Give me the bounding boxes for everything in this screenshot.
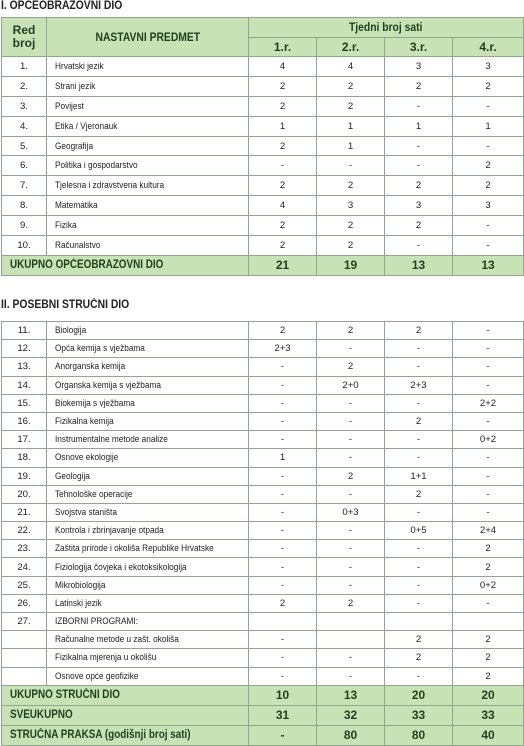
col-header-subject: NASTAVNI PREDMET (47, 18, 249, 57)
subject-name: Računalne metode u zašt. okoliša (47, 631, 249, 649)
hours-year-3: - (385, 431, 453, 449)
hours-year-2: 2 (317, 322, 385, 340)
hours-year-1: 2 (249, 176, 317, 196)
hours-year-3: - (385, 503, 453, 521)
total-value-year-1: - (249, 725, 317, 745)
hours-year-1: - (249, 631, 317, 649)
row-number: 2. (2, 76, 47, 96)
hours-year-2: - (317, 449, 385, 467)
hours-year-2: 1 (317, 136, 385, 156)
hours-year-4: 2 (453, 631, 524, 649)
hours-year-4: - (453, 449, 524, 467)
subject-name: Računalstvo (47, 236, 249, 256)
subject-name: Tehnološke operacije (47, 485, 249, 503)
hours-year-4: - (453, 136, 524, 156)
row-number: 21. (2, 503, 47, 521)
row-number: 5. (2, 136, 47, 156)
hours-year-3: - (385, 358, 453, 376)
hours-year-2: 1 (317, 116, 385, 136)
hours-year-4: - (453, 340, 524, 358)
vocational-subjects-table (1, 321, 524, 746)
table-row (2, 76, 524, 96)
hours-year-3: - (385, 594, 453, 612)
hours-year-1: 1 (249, 449, 317, 467)
hours-year-1: 1 (249, 116, 317, 136)
subject-name: Geografija (47, 136, 249, 156)
hours-year-1: - (249, 522, 317, 540)
row-number: 6. (2, 156, 47, 176)
hours-year-1: 2 (249, 322, 317, 340)
total-label: UKUPNO STRUČNI DIO (2, 685, 249, 705)
row-number (2, 631, 47, 649)
hours-year-4: 2+2 (453, 394, 524, 412)
hours-year-2: 2 (317, 76, 385, 96)
table-row (2, 503, 524, 521)
hours-year-4: - (453, 503, 524, 521)
hours-year-2: - (317, 340, 385, 358)
total-value-year-3: 20 (385, 685, 453, 705)
hours-year-2: - (317, 431, 385, 449)
total-value-year-1: 21 (249, 255, 317, 275)
subject-name: Zaštita prirode i okoliša Republike Hrvatske (47, 540, 249, 558)
table-row (2, 431, 524, 449)
hours-year-4: - (453, 236, 524, 256)
total-value-year-1: 31 (249, 705, 317, 725)
hours-year-3: 2 (385, 485, 453, 503)
subject-name: Povijest (47, 96, 249, 116)
table-row (2, 485, 524, 503)
hours-year-3: - (385, 576, 453, 594)
total-value-year-4: 40 (453, 725, 524, 745)
hours-year-4: 3 (453, 57, 524, 77)
hours-year-3: 2 (385, 76, 453, 96)
hours-year-2: 2 (317, 467, 385, 485)
table-row (2, 196, 524, 216)
hours-year-4: - (453, 594, 524, 612)
hours-year-1: - (249, 431, 317, 449)
hours-year-3: 1+1 (385, 467, 453, 485)
table-row (2, 176, 524, 196)
row-number: 20. (2, 485, 47, 503)
subject-name: Politika i gospodarstvo (47, 156, 249, 176)
total-row (2, 725, 524, 745)
hours-year-3: 2 (385, 216, 453, 236)
hours-year-3: - (385, 156, 453, 176)
hours-year-4: 3 (453, 196, 524, 216)
subject-name: Svojstva staništa (47, 503, 249, 521)
table-row (2, 116, 524, 136)
hours-year-3: - (385, 236, 453, 256)
total-value-year-4: 20 (453, 685, 524, 705)
hours-year-2: - (317, 412, 385, 430)
total-value-year-1: 10 (249, 685, 317, 705)
subject-name: IZBORNI PROGRAMI: (47, 613, 249, 631)
table-row (2, 216, 524, 236)
row-number: 26. (2, 594, 47, 612)
hours-year-3: - (385, 667, 453, 685)
hours-year-2: 3 (317, 196, 385, 216)
hours-year-3: 2 (385, 631, 453, 649)
hours-year-2: 2 (317, 236, 385, 256)
total-label: UKUPNO OPĆEOBRAZOVNI DIO (2, 255, 249, 275)
hours-year-4: 2 (453, 176, 524, 196)
hours-year-3: - (385, 558, 453, 576)
hours-year-2: - (317, 522, 385, 540)
table-row (2, 540, 524, 558)
subject-name: Latinski jezik (47, 594, 249, 612)
subject-name: Mikrobiologija (47, 576, 249, 594)
hours-year-4 (453, 613, 524, 631)
col-header-weekly-hours: Tjedni broj sati (249, 18, 524, 38)
row-number: 18. (2, 449, 47, 467)
row-number: 22. (2, 522, 47, 540)
hours-year-2: - (317, 394, 385, 412)
total-value-year-3: 33 (385, 705, 453, 725)
hours-year-1: - (249, 394, 317, 412)
hours-year-2: - (317, 485, 385, 503)
hours-year-3: - (385, 394, 453, 412)
total-label: SVEUKUPNO (2, 705, 249, 725)
col-header-year-4: 4.r. (453, 37, 524, 57)
row-number: 10. (2, 236, 47, 256)
hours-year-3: 0+5 (385, 522, 453, 540)
hours-year-4: 2+4 (453, 522, 524, 540)
header-broj: broj (12, 36, 36, 50)
subject-name: Strani jezik (47, 76, 249, 96)
hours-year-3: - (385, 136, 453, 156)
subject-name: Etika / Vjeronauk (47, 116, 249, 136)
row-number: 1. (2, 57, 47, 77)
hours-year-4: - (453, 96, 524, 116)
hours-year-2: 2 (317, 216, 385, 236)
hours-year-3: 2 (385, 322, 453, 340)
total-value-year-3: 80 (385, 725, 453, 745)
total-value-year-2: 19 (317, 255, 385, 275)
row-number: 17. (2, 431, 47, 449)
hours-year-2: - (317, 540, 385, 558)
section-title-general: I. OPĆEOBRAZOVNI DIO (1, 0, 123, 12)
hours-year-2: - (317, 156, 385, 176)
hours-year-2: - (317, 576, 385, 594)
hours-year-2 (317, 613, 385, 631)
subject-name: Matematika (47, 196, 249, 216)
row-number (2, 667, 47, 685)
row-number: 15. (2, 394, 47, 412)
table-row (2, 156, 524, 176)
table-row (2, 522, 524, 540)
hours-year-1: - (249, 358, 317, 376)
total-value-year-2: 80 (317, 725, 385, 745)
table-row (2, 57, 524, 77)
subject-name: Fiziologija čovjeka i ekotoksikologija (47, 558, 249, 576)
row-number: 16. (2, 412, 47, 430)
total-value-year-4: 13 (453, 255, 524, 275)
hours-year-4: - (453, 412, 524, 430)
section-title-vocational: II. POSEBNI STRUČNI DIO (1, 299, 130, 311)
hours-year-1: 2 (249, 96, 317, 116)
hours-year-1: 2+3 (249, 340, 317, 358)
hours-year-4: - (453, 376, 524, 394)
row-number: 11. (2, 322, 47, 340)
total-row (2, 705, 524, 725)
row-number: 7. (2, 176, 47, 196)
row-number: 12. (2, 340, 47, 358)
hours-year-4: - (453, 467, 524, 485)
row-number: 9. (2, 216, 47, 236)
subject-name: Kontrola i zbrinjavanje otpada (47, 522, 249, 540)
hours-year-2: 2 (317, 176, 385, 196)
table-header-row (2, 18, 524, 38)
hours-year-1: 2 (249, 236, 317, 256)
table-row (2, 558, 524, 576)
table-row (2, 236, 524, 256)
hours-year-3: 2 (385, 412, 453, 430)
hours-year-3: 1 (385, 116, 453, 136)
hours-year-3: 3 (385, 57, 453, 77)
subject-name: Biologija (47, 322, 249, 340)
table-row (2, 358, 524, 376)
hours-year-3: - (385, 449, 453, 467)
subject-name: Tjelesna i zdravstvena kultura (47, 176, 249, 196)
hours-year-1: 2 (249, 216, 317, 236)
subject-name: Fizikalna mjerenja u okolišu (47, 649, 249, 667)
subject-name: Osnove opće geofizike (47, 667, 249, 685)
hours-year-4: - (453, 322, 524, 340)
subject-name: Opća kemija s vježbama (47, 340, 249, 358)
hours-year-1: - (249, 485, 317, 503)
subject-name: Anorganska kemija (47, 358, 249, 376)
row-number: 3. (2, 96, 47, 116)
hours-year-3 (385, 613, 453, 631)
subject-name: Instrumentalne metode analize (47, 431, 249, 449)
hours-year-1: - (249, 467, 317, 485)
hours-year-2: - (317, 667, 385, 685)
row-number: 24. (2, 558, 47, 576)
hours-year-4: 0+2 (453, 576, 524, 594)
subject-name: Geologija (47, 467, 249, 485)
hours-year-3: - (385, 340, 453, 358)
table-row (2, 322, 524, 340)
table-row (2, 631, 524, 649)
table-row (2, 649, 524, 667)
total-row (2, 685, 524, 705)
hours-year-1: - (249, 558, 317, 576)
hours-year-4: 2 (453, 667, 524, 685)
row-number: 23. (2, 540, 47, 558)
hours-year-1: - (249, 412, 317, 430)
table-row (2, 576, 524, 594)
total-value-year-4: 33 (453, 705, 524, 725)
hours-year-1: 4 (249, 196, 317, 216)
hours-year-2: 2 (317, 358, 385, 376)
table-row (2, 613, 524, 631)
hours-year-1: 2 (249, 594, 317, 612)
hours-year-2: 4 (317, 57, 385, 77)
hours-year-1: 2 (249, 136, 317, 156)
col-header-year-1: 1.r. (249, 37, 317, 57)
table-row (2, 667, 524, 685)
table-row (2, 340, 524, 358)
hours-year-4: 2 (453, 649, 524, 667)
hours-year-4: 2 (453, 540, 524, 558)
subject-name: Fizikalna kemija (47, 412, 249, 430)
hours-year-1 (249, 613, 317, 631)
hours-year-4: - (453, 485, 524, 503)
total-row-general (2, 255, 524, 275)
table-row (2, 594, 524, 612)
hours-year-1: - (249, 667, 317, 685)
hours-year-1: - (249, 156, 317, 176)
hours-year-4: 0+2 (453, 431, 524, 449)
table-row (2, 96, 524, 116)
hours-year-3: - (385, 540, 453, 558)
hours-year-2: - (317, 649, 385, 667)
general-subjects-table (1, 17, 524, 276)
col-header-year-3: 3.r. (385, 37, 453, 57)
total-value-year-2: 13 (317, 685, 385, 705)
hours-year-1: - (249, 576, 317, 594)
total-value-year-3: 13 (385, 255, 453, 275)
total-value-year-2: 32 (317, 705, 385, 725)
hours-year-4: - (453, 358, 524, 376)
table-row (2, 412, 524, 430)
hours-year-2: - (317, 558, 385, 576)
row-number: 13. (2, 358, 47, 376)
hours-year-1: 4 (249, 57, 317, 77)
table-row (2, 467, 524, 485)
table-row (2, 136, 524, 156)
hours-year-2: 2 (317, 594, 385, 612)
hours-year-1: 2 (249, 76, 317, 96)
row-number: 19. (2, 467, 47, 485)
row-number: 27. (2, 613, 47, 631)
col-header-number (2, 18, 47, 57)
hours-year-2: 0+3 (317, 503, 385, 521)
hours-year-1: - (249, 649, 317, 667)
hours-year-3: 2 (385, 176, 453, 196)
row-number: 25. (2, 576, 47, 594)
hours-year-1: - (249, 376, 317, 394)
hours-year-3: 3 (385, 196, 453, 216)
hours-year-2 (317, 631, 385, 649)
total-label: STRUČNA PRAKSA (godišnji broj sati) (2, 725, 249, 745)
table-row (2, 449, 524, 467)
hours-year-4: 2 (453, 156, 524, 176)
header-red: Red (12, 23, 36, 37)
hours-year-4: 2 (453, 558, 524, 576)
hours-year-1: - (249, 540, 317, 558)
hours-year-4: 1 (453, 116, 524, 136)
hours-year-3: - (385, 96, 453, 116)
hours-year-4: 2 (453, 76, 524, 96)
table-row (2, 376, 524, 394)
hours-year-3: 2 (385, 649, 453, 667)
subject-name: Osnove ekologije (47, 449, 249, 467)
hours-year-2: 2 (317, 96, 385, 116)
subject-name: Fizika (47, 216, 249, 236)
row-number: 4. (2, 116, 47, 136)
row-number: 8. (2, 196, 47, 216)
subject-name: Biokemija s vježbama (47, 394, 249, 412)
hours-year-1: - (249, 503, 317, 521)
table-row (2, 394, 524, 412)
row-number (2, 649, 47, 667)
subject-name: Organska kemija s vježbama (47, 376, 249, 394)
row-number: 14. (2, 376, 47, 394)
hours-year-2: 2+0 (317, 376, 385, 394)
col-header-year-2: 2.r. (317, 37, 385, 57)
hours-year-4: - (453, 216, 524, 236)
subject-name: Hrvatski jezik (47, 57, 249, 77)
hours-year-3: 2+3 (385, 376, 453, 394)
